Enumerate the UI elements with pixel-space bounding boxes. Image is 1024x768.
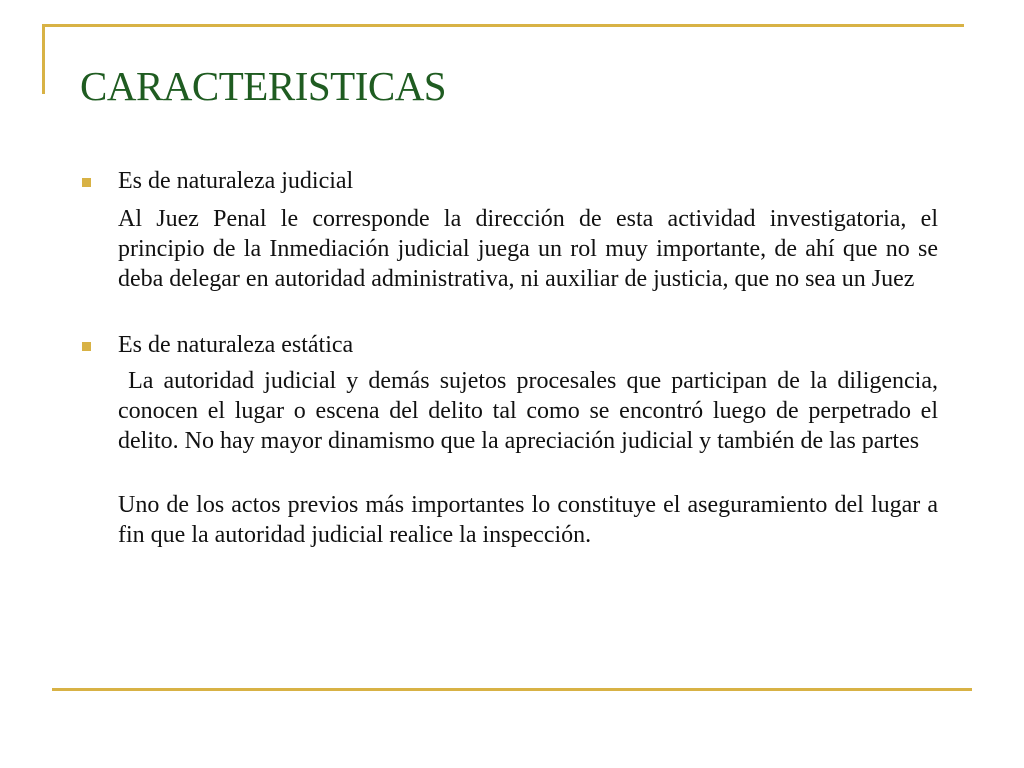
frame-left-rule <box>42 24 45 94</box>
body-paragraph: Uno de los actos previos más importantes lo constituye el aseguramiento del lugar a fin que la autoridad judicial realice la inspección. <box>118 492 938 548</box>
body-paragraph: Al Juez Penal le corresponde la dirección de esta actividad investigatoria, el principio de la Inmediación judicial juega un rol muy importante, de ahí que no se deba delegar en autoridad administrativa, ni auxiliar de justicia, que no sea un Juez <box>118 206 938 292</box>
body-paragraph: La autoridad judicial y demás sujetos procesales que participan de la diligencia, conocen el lugar o escena del delito tal como se encontró luego de perpetrado el delito. No hay mayor dinamismo que la apreciación judicial y también de las partes <box>118 368 944 454</box>
bullet-item-judicial <box>80 166 938 196</box>
square-bullet-icon <box>82 342 91 351</box>
frame-bottom-rule <box>52 688 972 691</box>
slide-content <box>80 166 944 550</box>
bullet-heading: Es de naturaleza judicial <box>118 168 354 194</box>
frame-top-rule <box>42 24 964 27</box>
square-bullet-icon <box>82 178 91 187</box>
bullet-item-estatica <box>80 330 938 360</box>
slide-title: CARACTERISTICAS <box>80 63 447 109</box>
bullet-heading: Es de naturaleza estática <box>118 332 354 358</box>
